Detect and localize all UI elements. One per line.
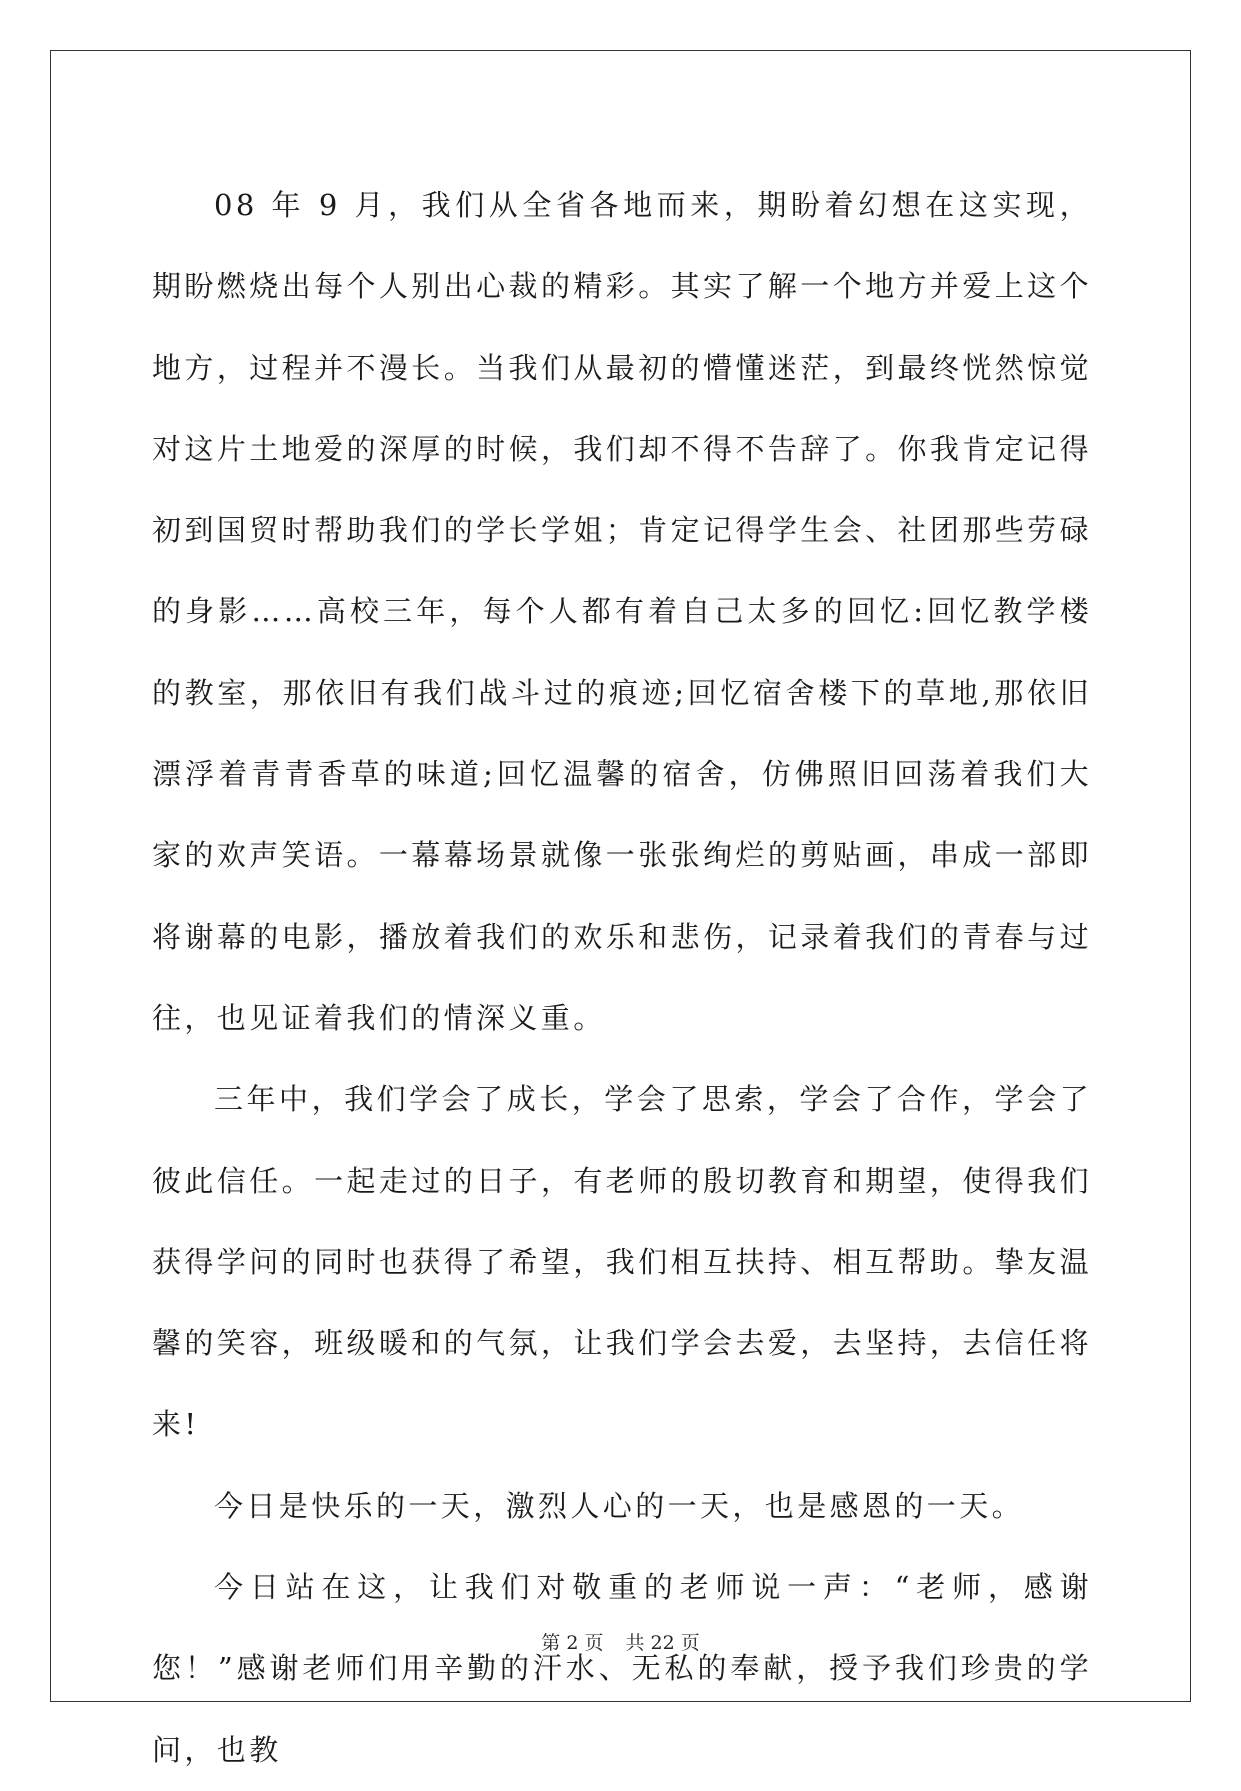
paragraph-1: 08 年 9 月，我们从全省各地而来，期盼着幻想在这实现，期盼燃烧出每个人别出心裁的精彩。其实了解一个地方并爱上这个地方，过程并不漫长。当我们从最初的懵懂迷茫，到最终恍然惊觉对这片土地爱的深厚的时候，我们却不得不告辞了。你我肯定记得初到国贸时帮助我们的学长学姐；肯定记得学生会、社团那些劳碌的身影……高校三年，每个人都有着自己太多的回忆:回忆教学楼的教室，那依旧有我们战斗过的痕迹;回忆宿舍楼下的草地,那依旧漂浮着青青香草的味道;回忆温馨的宿舍，仿佛照旧回荡着我们大家的欢声笑语。一幕幕场景就像一张张绚烂的剪贴画，串成一部即将谢幕的电影，播放着我们的欢乐和悲伤，记录着我们的青春与过往，也见证着我们的情深义重。 — [152, 188, 1092, 1035]
document-body — [152, 165, 1092, 1791]
paragraph-4: 今日站在这，让我们对敬重的老师说一声：“老师，感谢您！”感谢老师们用辛勤的汗水、无私的奉献，授予我们珍贵的学问，也教 — [152, 1570, 1092, 1767]
page-number: 第 2 页 — [541, 1632, 604, 1654]
total-pages: 共 22 页 — [625, 1632, 700, 1654]
paragraph-3: 今日是快乐的一天，激烈人心的一天，也是感恩的一天。 — [214, 1488, 1025, 1523]
paragraph-2: 三年中，我们学会了成长，学会了思索，学会了合作，学会了彼此信任。一起走过的日子，有老师的殷切教育和期望，使得我们获得学问的同时也获得了希望，我们相互扶持、相互帮助。挚友温馨的笑容，班级暖和的气氛，让我们学会去爱，去坚持，去信任将来! — [152, 1082, 1092, 1442]
page-footer — [0, 1628, 1241, 1655]
